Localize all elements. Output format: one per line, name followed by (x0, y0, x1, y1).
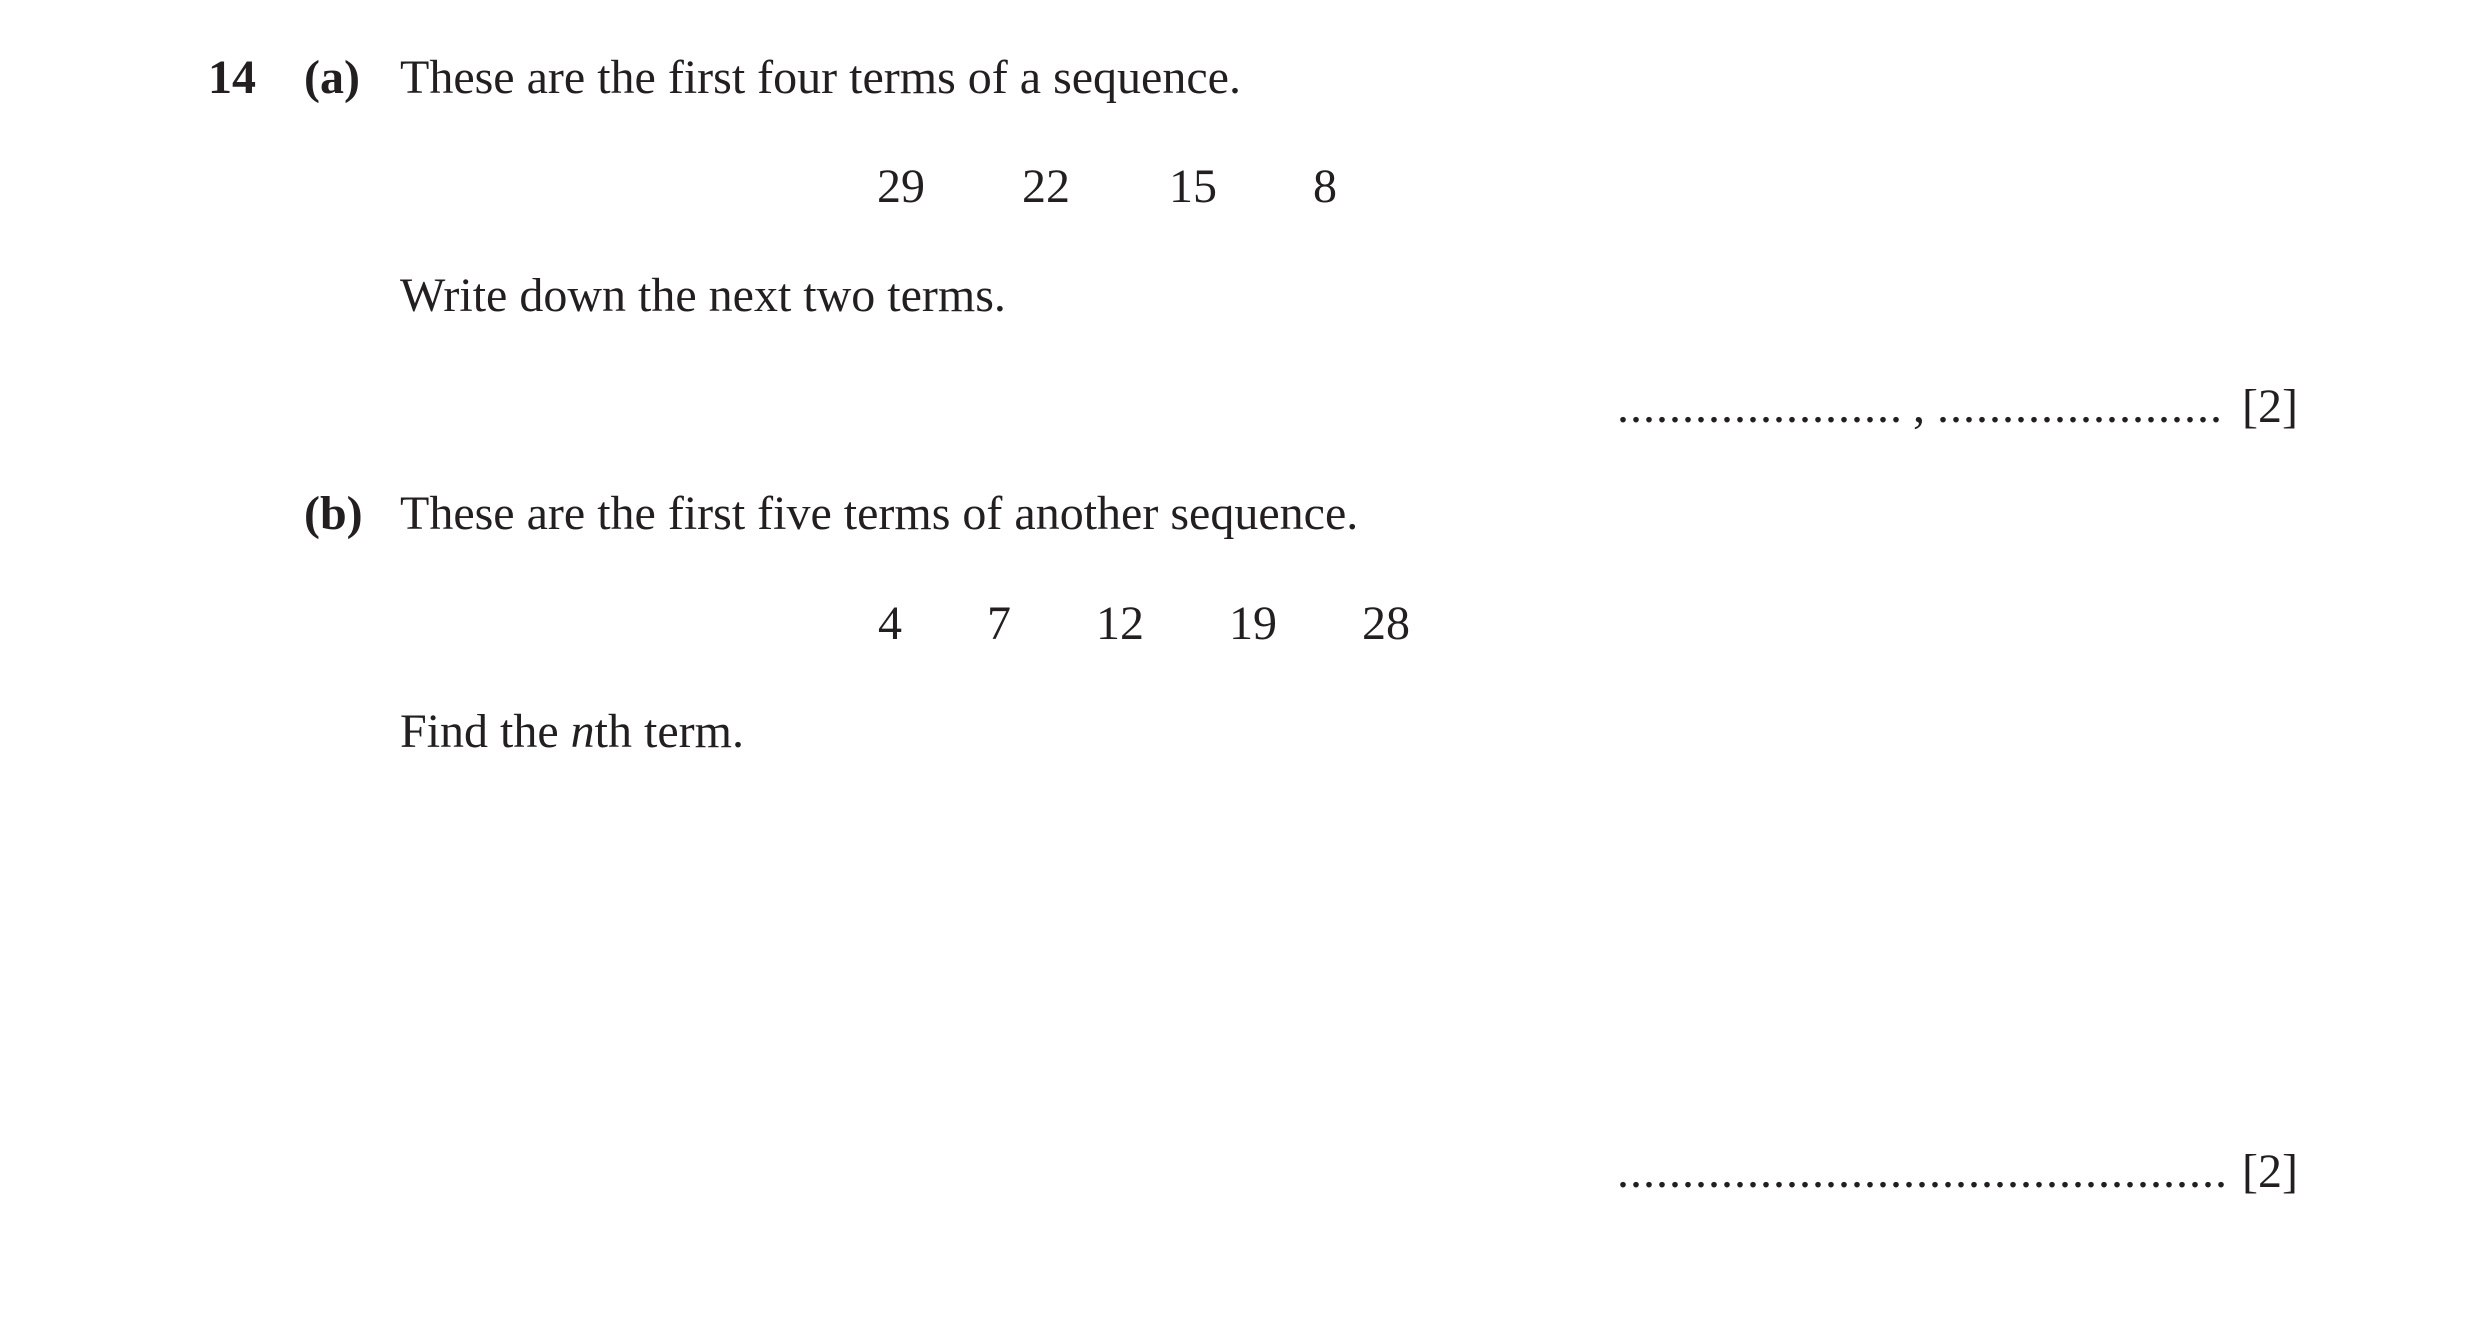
part-b-answer-line[interactable]: ............................................... (1617, 1145, 2228, 1198)
sequence-a-term-3: 15 (1169, 160, 1217, 213)
part-a-stem: These are the first four terms of a sequence. (400, 51, 1241, 104)
sequence-b-term-5: 28 (1362, 597, 1410, 650)
part-b-marks: [2] (2242, 1145, 2298, 1198)
part-b-stem: These are the first five terms of another sequence. (400, 487, 1359, 540)
sequence-b-term-1: 4 (878, 597, 902, 650)
part-b-instruction-post: th term. (594, 705, 744, 758)
part-b-instruction (400, 705, 744, 758)
question-number: 14 (208, 51, 256, 104)
part-a-answer-line-1[interactable]: ...................... (1617, 380, 1903, 433)
part-b-label: (b) (304, 487, 363, 540)
part-a-answer-separator: , (1913, 380, 1925, 433)
part-a-marks: [2] (2242, 380, 2298, 433)
sequence-b-term-2: 7 (987, 597, 1011, 650)
part-a-label: (a) (304, 51, 360, 104)
sequence-b-term-3: 12 (1096, 597, 1144, 650)
part-a-answer-line-2[interactable]: ...................... (1937, 380, 2223, 433)
sequence-a-term-1: 29 (877, 160, 925, 213)
part-a-instruction: Write down the next two terms. (400, 269, 1006, 322)
part-b-instruction-pre: Find the (400, 705, 571, 758)
part-b-instruction-variable: n (570, 705, 595, 758)
sequence-a-term-2: 22 (1022, 160, 1070, 213)
sequence-b-term-4: 19 (1229, 597, 1277, 650)
sequence-a-term-4: 8 (1313, 160, 1337, 213)
